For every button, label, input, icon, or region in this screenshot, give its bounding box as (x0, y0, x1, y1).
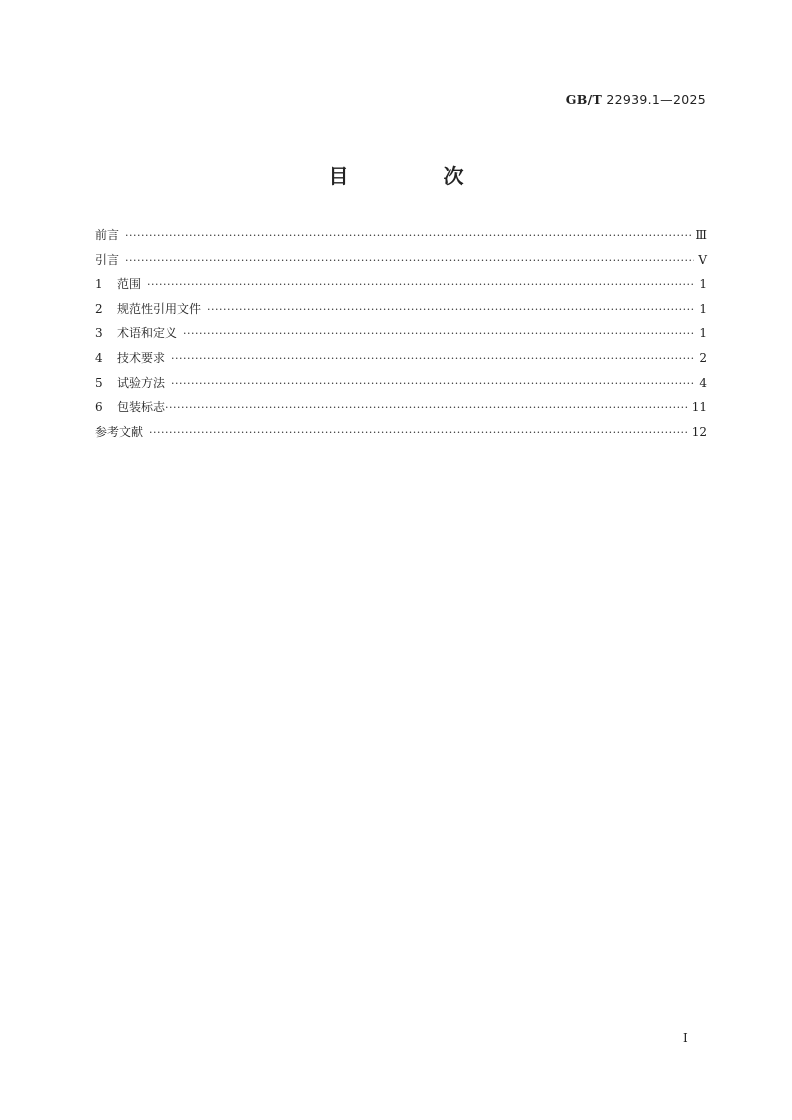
toc-section-number: 1 (95, 277, 103, 292)
standard-header (566, 92, 706, 107)
page-folio: Ⅰ (683, 1031, 688, 1045)
toc-label: 参考文献 (95, 424, 144, 439)
toc-page-number: 2 (699, 350, 707, 365)
toc-entry-packaging-marking[interactable] (95, 398, 707, 423)
toc-label: 引言 (95, 252, 120, 267)
toc-page-number: Ⅴ (698, 252, 707, 267)
toc-entry-scope[interactable] (95, 275, 707, 300)
toc-page-number: 11 (691, 400, 707, 415)
toc-leader-dots (171, 377, 695, 390)
standard-prefix: GB/T (565, 92, 603, 107)
toc-page-number: 1 (699, 301, 707, 316)
toc-label: 技术要求 (117, 350, 166, 365)
toc-page-number: 4 (699, 375, 707, 390)
toc-page-number: 1 (699, 326, 707, 341)
toc-leader-dots (183, 327, 695, 340)
page-title: 目 次 (328, 164, 508, 188)
toc-leader-dots (149, 426, 688, 439)
table-of-contents (95, 226, 707, 447)
toc-label: 规范性引用文件 (117, 301, 202, 316)
toc-section-number: 2 (95, 301, 103, 316)
toc-entry-foreword[interactable] (95, 226, 707, 251)
toc-leader-dots (125, 229, 691, 242)
toc-label: 范围 (117, 277, 142, 292)
toc-label: 术语和定义 (117, 326, 178, 341)
toc-entry-introduction[interactable] (95, 251, 707, 276)
toc-leader-dots (207, 303, 695, 316)
toc-section-number: 6 (95, 400, 103, 415)
toc-entry-normative-references[interactable] (95, 300, 707, 325)
toc-label: 试验方法 (117, 375, 166, 390)
toc-page-number: 1 (699, 277, 707, 292)
toc-entry-technical-requirements[interactable] (95, 349, 707, 374)
toc-leader-dots (125, 254, 694, 267)
toc-leader-dots (147, 278, 695, 291)
toc-leader-dots (165, 401, 688, 414)
toc-entry-bibliography[interactable] (95, 423, 707, 448)
toc-section-number: 4 (95, 350, 103, 365)
toc-entry-test-methods[interactable] (95, 374, 707, 399)
toc-section-number: 3 (95, 326, 103, 341)
toc-label: 包装标志 (117, 400, 166, 415)
toc-leader-dots (171, 352, 695, 365)
toc-section-number: 5 (95, 375, 103, 390)
standard-number: 22939.1—2025 (606, 92, 706, 107)
toc-entry-terms-definitions[interactable] (95, 324, 707, 349)
toc-page-number: 12 (691, 424, 707, 439)
toc-label: 前言 (95, 228, 120, 242)
toc-page-number: Ⅲ (695, 228, 707, 242)
